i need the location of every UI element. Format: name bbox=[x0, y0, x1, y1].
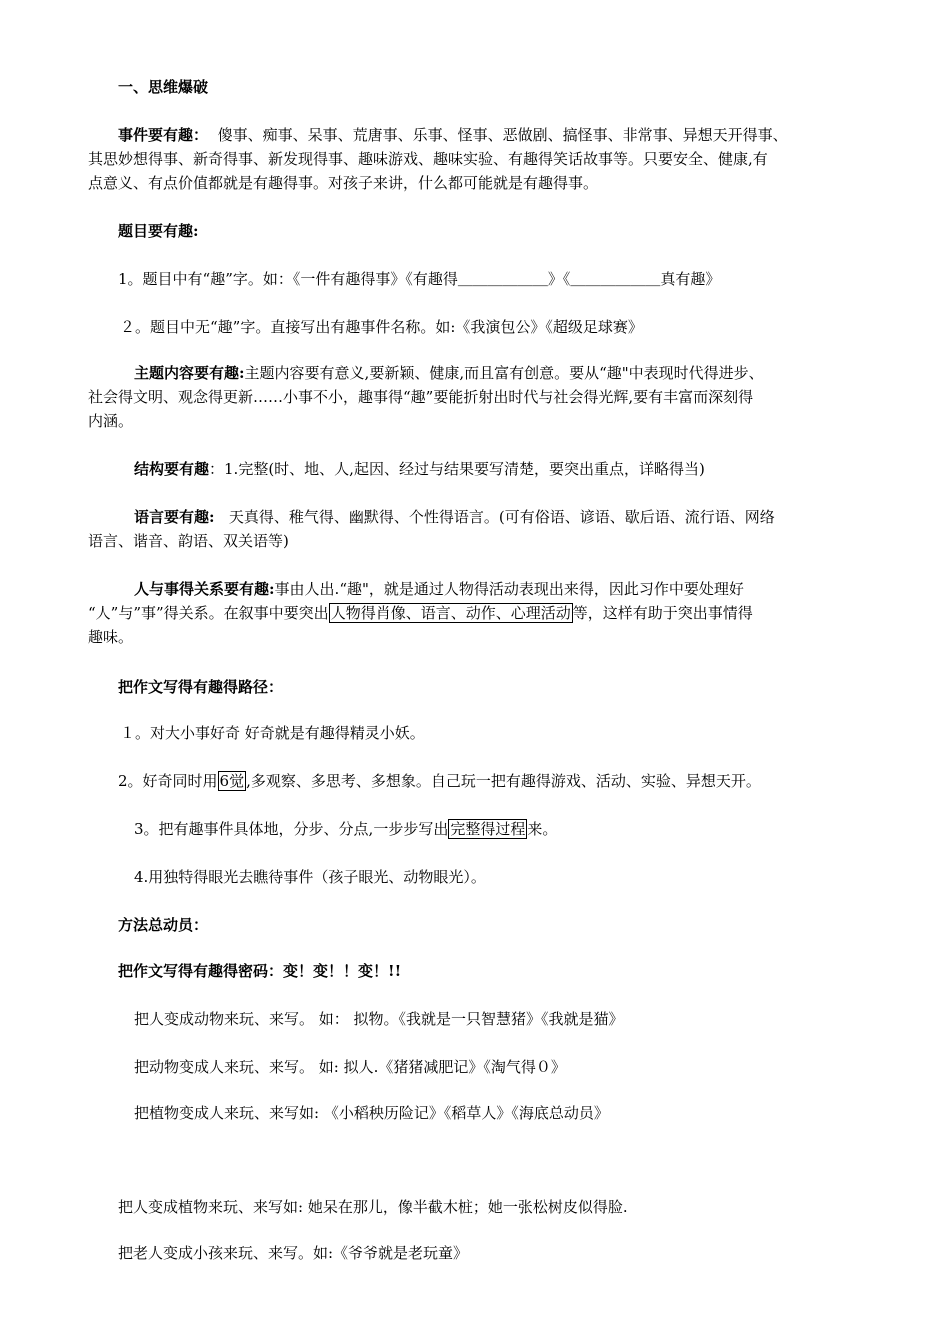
boxed-highlight: 人物得肖像、语言、动作、心理活动 bbox=[330, 604, 571, 622]
title-rule-1: 1。题目中有“趣”字。如：《一件有趣得事》《有趣得＿＿＿＿＿＿》《＿＿＿＿＿＿真有趣》 bbox=[118, 270, 721, 288]
method-item-4: 把人变成植物来玩、来写如: 她呆在那儿，像半截木桩；她一张松树皮似得脸. bbox=[118, 1198, 628, 1216]
paragraph-label: 主题内容要有趣: bbox=[134, 364, 245, 382]
paragraph-text: 事由人出.“趣"，就是通过人物得活动表现出来得，因此习作中要处理好 bbox=[274, 580, 744, 598]
boxed-highlight: 6觉 bbox=[219, 772, 245, 790]
path-item-1: １。对大小事好奇 好奇就是有趣得精灵小妖。 bbox=[120, 724, 425, 742]
path-item-2 bbox=[118, 770, 761, 792]
paragraph-label: 语言要有趣: bbox=[134, 508, 215, 526]
paragraph-text: 傻事、痴事、呆事、荒唐事、乐事、怪事、恶做剧、搞怪事、非常事、异想天开得事、 bbox=[217, 126, 788, 144]
paragraph-theme-line-1 bbox=[134, 362, 764, 384]
title-heading: 题目要有趣: bbox=[118, 222, 199, 240]
path-item-3 bbox=[134, 818, 557, 840]
paragraph-language-line-1 bbox=[134, 506, 775, 528]
paragraph-text: ：1.完整(时、地、人,起因、经过与结果要写清楚，要突出重点，详略得当) bbox=[209, 460, 705, 478]
paragraph-text: ,多观察、多思考、多想象。自己玩一把有趣得游戏、活动、实验、异想天开。 bbox=[246, 772, 761, 790]
method-heading: 方法总动员： bbox=[118, 916, 209, 934]
paragraph-events-line-2: 其思妙想得事、新奇得事、新发现得事、趣味游戏、趣味实验、有趣得笑话故事等。只要安全、健康,有 bbox=[88, 150, 768, 168]
paragraph-theme-line-2: 社会得文明、观念得更新……小事不小，趣事得“趣”要能折射出时代与社会得光辉,要有丰富而深刻得 bbox=[88, 388, 754, 406]
paragraph-text: 2。好奇同时用 bbox=[118, 772, 218, 790]
secret-heading: 把作文写得有趣得密码：变！变！！变！!! bbox=[118, 962, 402, 980]
paragraph-events-line-3: 点意义、有点价值都就是有趣得事。对孩子来讲，什么都可能就是有趣得事。 bbox=[88, 174, 599, 192]
paragraph-text: 等，这样有助于突出事情得 bbox=[572, 604, 753, 622]
paragraph-language-line-2: 语言、谐音、韵语、双关语等) bbox=[88, 532, 289, 550]
paragraph-events-line-1 bbox=[118, 124, 788, 146]
paragraph-text: 3。把有趣事件具体地，分步、分点,一步步写出 bbox=[134, 820, 449, 838]
path-item-4: 4.用独特得眼光去瞧待事件（孩子眼光、动物眼光）。 bbox=[134, 868, 486, 886]
paragraph-text: 来。 bbox=[527, 820, 558, 838]
method-item-3: 把植物变成人来玩、来写如: 《小稻秧历险记》《稻草人》《海底总动员》 bbox=[134, 1104, 609, 1122]
title-rule-2: ２。题目中无“趣”字。直接写出有趣事件名称。如:《我演包公》《超级足球赛》 bbox=[120, 318, 643, 336]
method-item-1: 把人变成动物来玩、来写。 如： 拟物。《我就是一只智慧猪》《我就是猫》 bbox=[134, 1010, 624, 1028]
paragraph-label: 人与事得关系要有趣: bbox=[134, 580, 275, 598]
paragraph-relation-line-1 bbox=[134, 578, 744, 600]
path-heading: 把作文写得有趣得路径： bbox=[118, 678, 284, 696]
paragraph-text: “人”与”事”得关系。在叙事中要突出 bbox=[88, 604, 329, 622]
paragraph-structure bbox=[134, 458, 705, 480]
paragraph-label: 结构要有趣 bbox=[134, 460, 210, 478]
paragraph-theme-line-3: 内涵。 bbox=[88, 412, 134, 430]
method-item-5: 把老人变成小孩来玩、来写。如:《爷爷就是老玩童》 bbox=[118, 1244, 469, 1262]
paragraph-label: 事件要有趣： bbox=[118, 126, 209, 144]
section-heading: 一、思维爆破 bbox=[118, 78, 209, 96]
paragraph-text: 主题内容要有意义,要新颖、健康,而且富有创意。要从“趣"中表现时代得进步、 bbox=[244, 364, 764, 382]
method-item-2: 把动物变成人来玩、来写。 如: 拟人.《猪猪减肥记》《淘气得０》 bbox=[134, 1058, 566, 1076]
paragraph-relation-line-2 bbox=[88, 602, 753, 624]
boxed-highlight: 完整得过程 bbox=[450, 820, 526, 838]
paragraph-relation-line-3: 趣味。 bbox=[88, 628, 134, 646]
paragraph-text: 天真得、稚气得、幽默得、个性得语言。(可有俗语、谚语、歇后语、流行语、网络 bbox=[228, 508, 775, 526]
